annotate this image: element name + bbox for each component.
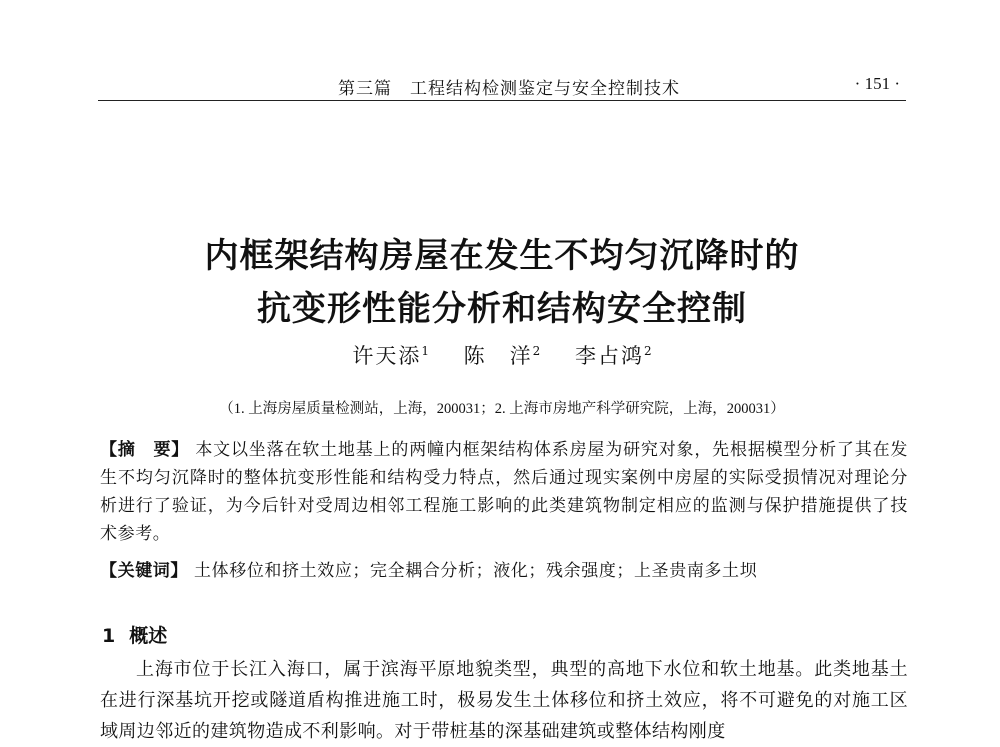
author-name: 许天添 — [352, 344, 422, 368]
author — [575, 344, 652, 368]
section-number: 1 — [102, 625, 116, 647]
abstract-label: 【摘 要】 — [100, 440, 190, 460]
author-list — [98, 340, 906, 370]
running-header — [98, 70, 906, 101]
abstract-text: 本文以坐落在软土地基上的两幢内框架结构体系房屋为研究对象，先根据模型分析了其在发生不均匀沉降时的整体抗变形性能和结构受力特点，然后通过现实案例中房屋的实际受损情况对理论分析进行了验证，为今后针对受周边相邻工程施工影响的此类建筑物制定相应的监测与保护措施提供了技术参考。 — [100, 440, 908, 544]
abstract — [100, 436, 908, 548]
paper-title-line-2: 抗变形性能分析和结构安全控制 — [257, 289, 747, 329]
author-affiliation-mark: 2 — [532, 344, 541, 358]
author — [464, 344, 541, 368]
page-number: · 151 · — [854, 74, 900, 93]
keywords — [100, 557, 908, 585]
paper-title-line-1: 内框架结构房屋在发生不均匀沉降时的 — [204, 236, 800, 276]
section-heading — [102, 621, 167, 648]
section-title: 概述 — [129, 625, 168, 647]
keywords-label: 【关键词】 — [100, 561, 188, 581]
author — [352, 344, 429, 368]
author-affiliation-mark: 1 — [421, 344, 429, 358]
section-body-text: 上海市位于长江入海口，属于滨海平原地貌类型，典型的高地下水位和软土地基。此类地基土在进行深基坑开挖或隧道盾构推进施工时，极易发生土体移位和挤土效应，将不可避免的对施工区域周边邻近的建筑物造成不利影响。对于带桩基的深基础建筑或整体结构刚度 — [100, 659, 908, 742]
keywords-text: 土体移位和挤土效应；完全耦合分析；液化；残余强度；上圣贵南多土坝 — [194, 561, 758, 581]
author-affiliation-mark: 2 — [644, 344, 652, 358]
author-name: 李占鸿 — [575, 344, 644, 368]
running-header-section: 第三篇 工程结构检测鉴定与安全控制技术 — [338, 79, 680, 99]
affiliations: （1. 上海房屋质量检测站，上海，200031；2. 上海市房地产科学研究院，上海，200031） — [219, 401, 785, 417]
author-name: 陈 洋 — [463, 344, 533, 368]
